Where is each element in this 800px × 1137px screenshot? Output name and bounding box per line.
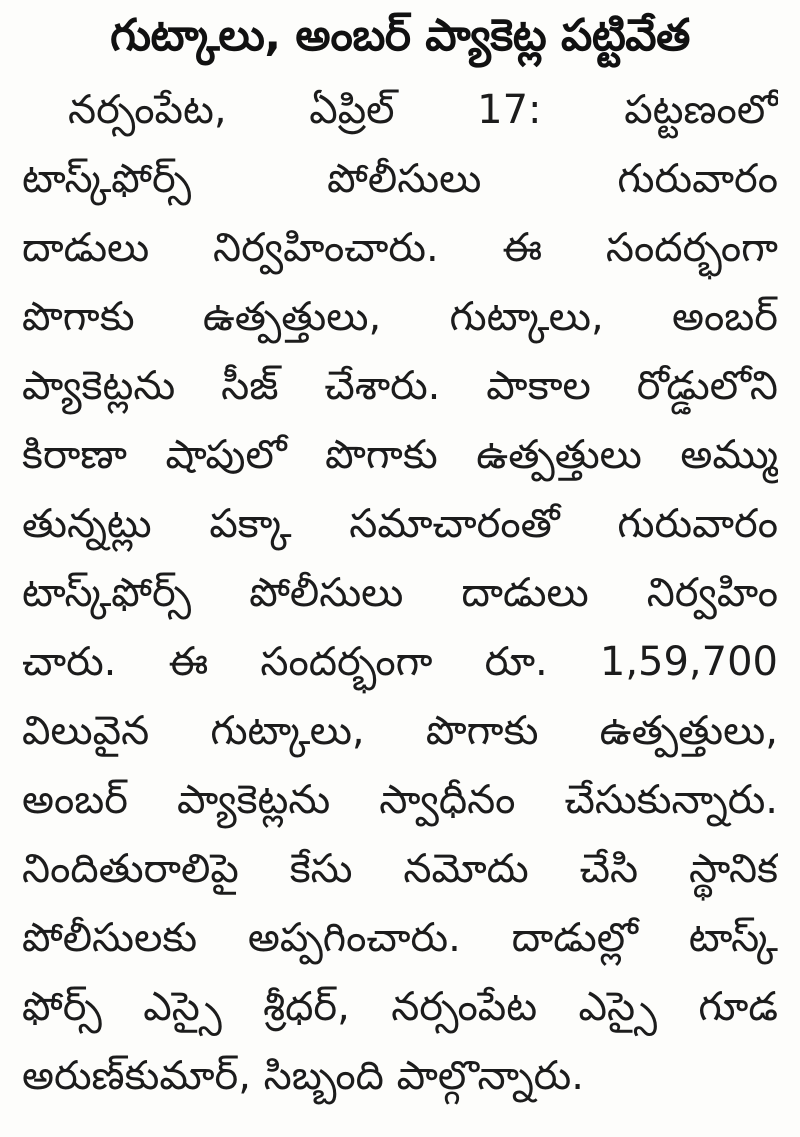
body-line: దాడులు నిర్వహించారు. ఈ సందర్భంగా (22, 225, 778, 271)
body-line: పొగాకు ఉత్పత్తులు, గుట్కాలు, అంబర్ (22, 294, 778, 340)
body-line: టాస్క్‌ఫోర్స్ పోలీసులు గురువారం (22, 156, 778, 202)
article-body (22, 76, 778, 1111)
body-line: టాస్క్‌ఫోర్స్ పోలీసులు దాడులు నిర్వహిం (22, 570, 778, 616)
body-line: అరుణ్‌కుమార్, సిబ్బంది పాల్గొన్నారు. (22, 1053, 584, 1099)
body-line: పోలీసులకు అప్పగించారు. దాడుల్లో టాస్క్ (22, 915, 778, 961)
body-line: చారు. ఈ సందర్భంగా రూ. 1,59,700 (22, 639, 778, 685)
body-line: కిరాణా షాపులో పొగాకు ఉత్పత్తులు అమ్ము (22, 432, 778, 478)
body-line: నిందితురాలిపై కేసు నమోదు చేసి స్థానిక (22, 846, 778, 892)
body-line: నర్సంపేట, ఏప్రిల్ 17: పట్టణంలో (68, 87, 778, 133)
body-line: ఫోర్స్ ఎస్సై శ్రీధర్, నర్సంపేట ఎస్సై గూడ (22, 984, 778, 1030)
body-line: విలువైన గుట్కాలు, పొగాకు ఉత్పత్తులు, (22, 708, 778, 754)
headline: గుట్కాలు, అంబర్ ప్యాకెట్ల పట్టివేత (110, 10, 690, 61)
body-line: అంబర్ ప్యాకెట్లను స్వాధీనం చేసుకున్నారు. (22, 777, 778, 823)
body-line: ప్యాకెట్లను సీజ్ చేశారు. పాకాల రోడ్డులోని (22, 363, 778, 409)
body-line: తున్నట్లు పక్కా సమాచారంతో గురువారం (22, 501, 778, 547)
